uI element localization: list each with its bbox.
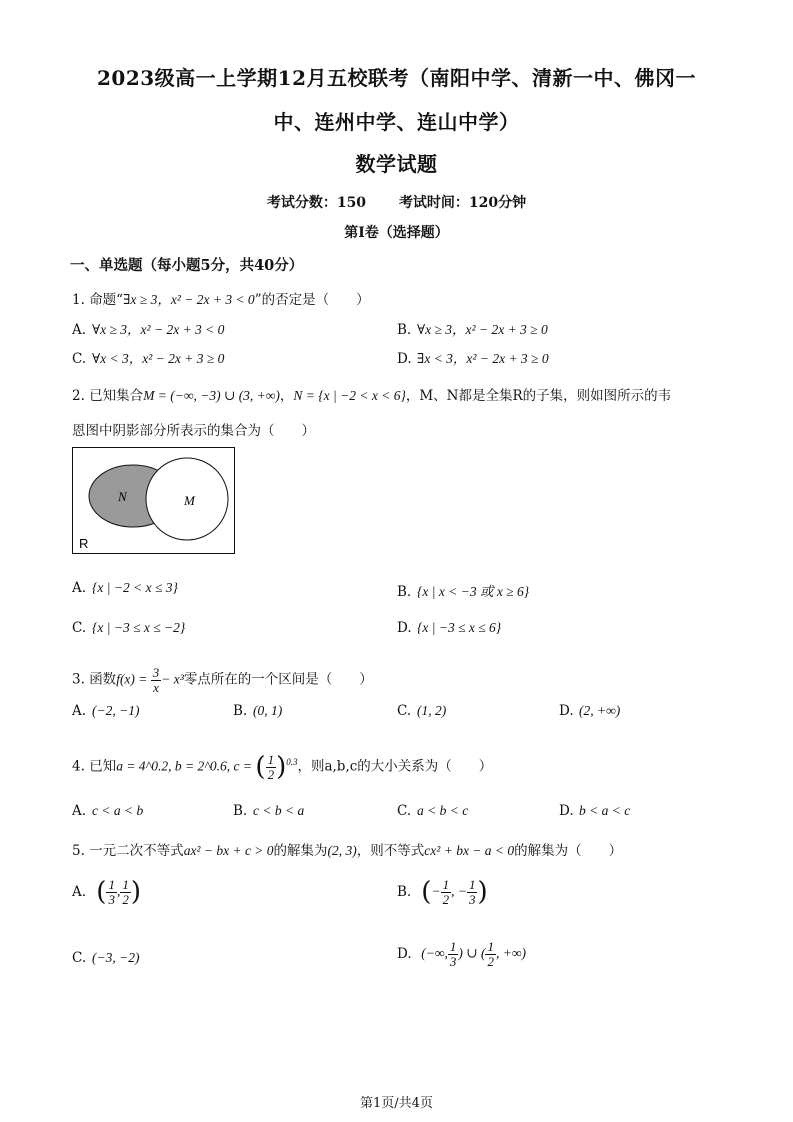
option-c[interactable] [72, 950, 139, 966]
option-text: (1, 2) [417, 703, 447, 718]
option-d[interactable] [397, 347, 549, 367]
exam-meta [0, 192, 793, 212]
fraction [120, 878, 131, 906]
question-number: 5. [72, 843, 85, 859]
option-label: B. [397, 584, 412, 600]
fraction-denominator: 2 [442, 891, 450, 907]
option-text: c < a < b [92, 803, 144, 818]
option-text: {x | −3 ≤ x ≤ 6} [417, 620, 502, 635]
inequality-1: ax² − bx + c > 0 [183, 843, 274, 858]
option-a[interactable] [72, 877, 141, 907]
proposition: ∃x ≥ 3，x² − 2x + 3 < 0 [123, 292, 255, 307]
comma: , − [451, 883, 467, 899]
set-m: M = (−∞, −3) ∪ (3, +∞) [143, 388, 280, 403]
option-text: (−2, −1) [92, 703, 140, 718]
option-label: D. [559, 803, 574, 819]
option-c[interactable] [72, 620, 185, 636]
option-label: D. [397, 620, 412, 636]
fraction [106, 878, 117, 906]
inequality-2: cx² + bx − a < 0 [424, 843, 515, 858]
paren-open: ( [96, 877, 107, 907]
question-text: 已知集合 [89, 388, 144, 404]
option-text: (0, 1) [253, 703, 283, 718]
question-text: 一元二次不等式 [89, 843, 184, 859]
punctuation: ， [279, 388, 294, 404]
function-rhs: − x³ [161, 671, 184, 687]
option-label: A. [72, 803, 87, 819]
fraction-3-over-x [151, 666, 162, 694]
option-c[interactable] [397, 803, 468, 819]
question-number: 1. [72, 292, 85, 308]
fraction-denominator: 2 [487, 953, 494, 969]
fraction-denominator: 3 [468, 891, 476, 907]
venn-label-r: R [79, 536, 89, 551]
question-text: ，则不等式 [356, 843, 425, 859]
option-text: {x | −3 ≤ x ≤ −2} [92, 620, 186, 635]
venn-label-n: N [118, 489, 127, 504]
option-text: b < a < c [579, 803, 631, 818]
option-label: B. [397, 322, 412, 338]
option-text: (−3, −2) [92, 950, 140, 965]
question-text: 的子集，则如图所示的韦 [522, 388, 672, 404]
page-footer: 第1页/共4页 [360, 1096, 433, 1111]
question-text: 零点所在的一个区间是（ ） [183, 671, 373, 688]
fraction-numerator: 1 [267, 751, 275, 767]
exam-time: 考试时间：120分钟 [398, 195, 527, 211]
fraction-denominator: 2 [267, 766, 275, 782]
paren-close: ) [477, 877, 488, 907]
option-label: B. [397, 883, 412, 900]
question-text: ”的否定是（ ） [254, 292, 370, 308]
option-label: D. [397, 945, 412, 962]
comma: , [116, 883, 121, 899]
option-label: C. [72, 950, 87, 966]
question-text: 的解集为（ ） [514, 843, 623, 859]
option-b[interactable] [397, 318, 548, 338]
option-label: A. [72, 883, 87, 900]
fraction-denominator: 2 [122, 891, 129, 907]
option-d[interactable] [559, 703, 620, 719]
fraction [441, 878, 452, 906]
question-text: 的解集为 [273, 843, 328, 859]
option-label: A. [72, 580, 87, 596]
option-text: (−∞, [421, 945, 448, 961]
option-label: D. [559, 703, 574, 719]
fraction-numerator: 1 [442, 876, 450, 892]
fraction-numerator: 3 [152, 665, 160, 680]
fraction-denominator: x [153, 679, 159, 695]
question-text: 函数 [89, 671, 117, 688]
question-text: ，则a,b,c的大小关系为（ ） [297, 758, 493, 775]
option-d[interactable] [559, 803, 630, 819]
option-b[interactable] [233, 703, 282, 719]
option-a[interactable] [72, 318, 224, 338]
paren-open: ( [421, 877, 432, 907]
fraction [485, 940, 496, 968]
fraction-numerator: 1 [449, 939, 457, 954]
fraction-numerator: 1 [487, 939, 494, 954]
question-1 [72, 288, 370, 308]
option-b[interactable] [397, 580, 529, 600]
option-text: c < b < a [253, 803, 305, 818]
option-text: ∀x < 3，x² − 2x + 3 ≥ 0 [92, 351, 225, 366]
fraction-one-half [266, 753, 277, 781]
solution-set: (2, 3) [327, 843, 357, 858]
fraction-denominator: 3 [449, 953, 457, 969]
option-text: {x | −2 < x ≤ 3} [92, 580, 178, 595]
exponent: 0.3 [286, 757, 298, 767]
title-line-2: 中、连州中学、连山中学） [273, 110, 520, 134]
fraction-denominator: 3 [108, 891, 115, 907]
exam-score: 考试分数：150 [266, 195, 367, 211]
set-n: N = {x | −2 < x < 6} [293, 388, 406, 403]
question-4 [72, 752, 492, 782]
option-label: A. [72, 703, 87, 719]
option-label: C. [72, 620, 87, 636]
volume-heading: 第I卷（选择题） [344, 225, 449, 241]
option-label: C. [397, 703, 412, 719]
option-b[interactable] [233, 803, 304, 819]
option-label: B. [233, 803, 248, 819]
option-text: ∃x < 3，x² − 2x + 3 ≥ 0 [417, 351, 549, 366]
option-text: {x | x < −3 或 x ≥ 6} [417, 584, 530, 599]
fraction-numerator: 1 [108, 876, 115, 892]
option-c[interactable] [72, 347, 224, 367]
option-label: A. [72, 322, 87, 338]
venn-diagram [72, 447, 235, 554]
question-number: 3. [72, 671, 85, 688]
option-a[interactable] [72, 803, 143, 819]
question-text: 已知 [89, 758, 117, 775]
title-line-1: 2023级高一上学期12月五校联考（南阳中学、清新一中、佛冈一 [97, 66, 696, 90]
expression-abc: a = 4^0.2, b = 2^0.6, c = [116, 758, 256, 774]
question-5 [72, 839, 622, 859]
option-c[interactable] [397, 703, 446, 719]
venn-label-m: M [184, 493, 195, 508]
fraction [448, 940, 459, 968]
question-text: 命题“ [89, 292, 124, 308]
question-2 [72, 384, 671, 404]
option-text: ) ∪ ( [458, 945, 486, 961]
option-label: C. [397, 803, 412, 819]
option-label: B. [233, 703, 248, 719]
fraction-numerator: 1 [122, 876, 129, 892]
option-d[interactable] [397, 620, 501, 636]
fraction [467, 878, 478, 906]
subject-title: 数学试题 [355, 152, 438, 176]
option-a[interactable] [72, 703, 139, 719]
option-b[interactable] [397, 877, 488, 907]
option-a[interactable] [72, 580, 178, 596]
paren-open: ( [255, 752, 266, 782]
section-heading-single-choice: 一、单选题（每小题5分，共40分） [70, 257, 304, 274]
minus-sign: − [431, 883, 441, 899]
option-text: (2, +∞) [579, 703, 621, 718]
question-number: 2. [72, 388, 85, 404]
question-number: 4. [72, 758, 85, 775]
paren-close: ) [276, 752, 287, 782]
option-d[interactable] [397, 940, 526, 968]
option-label: D. [397, 351, 412, 367]
paren-close: ) [130, 877, 141, 907]
option-label: C. [72, 351, 87, 367]
question-3 [72, 666, 373, 694]
option-text: , +∞) [495, 945, 526, 961]
option-text: ∀x ≥ 3，x² − 2x + 3 ≥ 0 [417, 322, 548, 337]
question-text: ，M、N都是全集 [405, 388, 513, 404]
function-lhs: f(x) = [116, 671, 151, 687]
option-text: a < b < c [417, 803, 469, 818]
question-2-line-2: 恩图中阴影部分所表示的集合为（ ） [72, 423, 315, 439]
universe-symbol: R [512, 388, 523, 404]
option-text: ∀x ≥ 3，x² − 2x + 3 < 0 [92, 322, 225, 337]
fraction-numerator: 1 [468, 876, 476, 892]
